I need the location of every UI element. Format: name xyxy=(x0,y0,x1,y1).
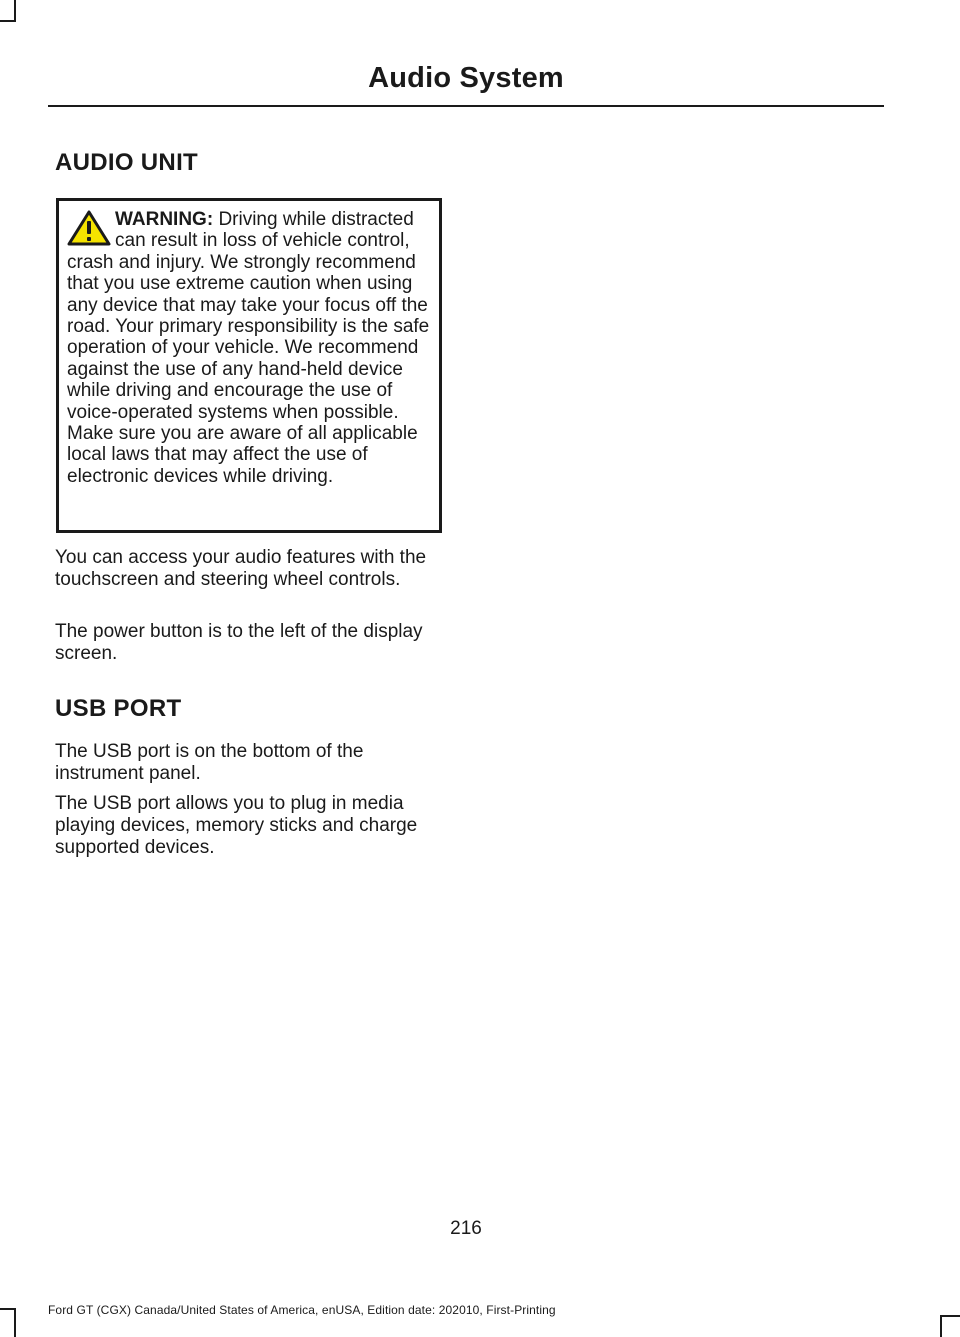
crop-mark-bottom-left-vertical xyxy=(14,1310,16,1337)
crop-mark-top-left-vertical xyxy=(14,0,16,20)
crop-mark-bottom-right-horizontal xyxy=(940,1315,960,1317)
crop-mark-bottom-left-horizontal xyxy=(0,1308,16,1310)
usb-port-paragraph-1: The USB port is on the bottom of the instrument panel. xyxy=(55,741,364,784)
section-heading-usb-port: USB PORT xyxy=(55,695,182,722)
usb-port-paragraph-2: The USB port allows you to plug in media playing devices, memory sticks and charge supported devices. xyxy=(55,793,418,858)
header-divider xyxy=(48,105,884,107)
page-number: 216 xyxy=(450,1218,482,1239)
warning-text: Driving while distracted can result in loss of vehicle control, crash and injury. We strongly recommend that you use extreme caution when using any device that may take your focus off the road. Your primary responsibility is the safe operation of your vehicle. We recommend against the use of any hand-held device while driving and encourage the use of voice-operated systems when possible. Make sure you are aware of all applicable local laws that may affect the use of electronic devices while driving. xyxy=(67,209,430,487)
crop-mark-bottom-right-vertical xyxy=(940,1317,942,1337)
audio-unit-paragraph-1: You can access your audio features with the touchscreen and steering wheel controls. xyxy=(55,547,427,590)
warning-triangle-icon xyxy=(67,210,111,246)
footer-edition-text: Ford GT (CGX) Canada/United States of America, enUSA, Edition date: 202010, First-Printing xyxy=(48,1303,556,1317)
page-header-title: Audio System xyxy=(368,62,564,94)
crop-mark-top-left-horizontal xyxy=(0,20,16,22)
warning-box xyxy=(56,198,442,533)
warning-label: WARNING: xyxy=(115,209,214,230)
audio-unit-paragraph-2: The power button is to the left of the display screen. xyxy=(55,621,423,664)
section-heading-audio-unit: AUDIO UNIT xyxy=(55,149,198,176)
